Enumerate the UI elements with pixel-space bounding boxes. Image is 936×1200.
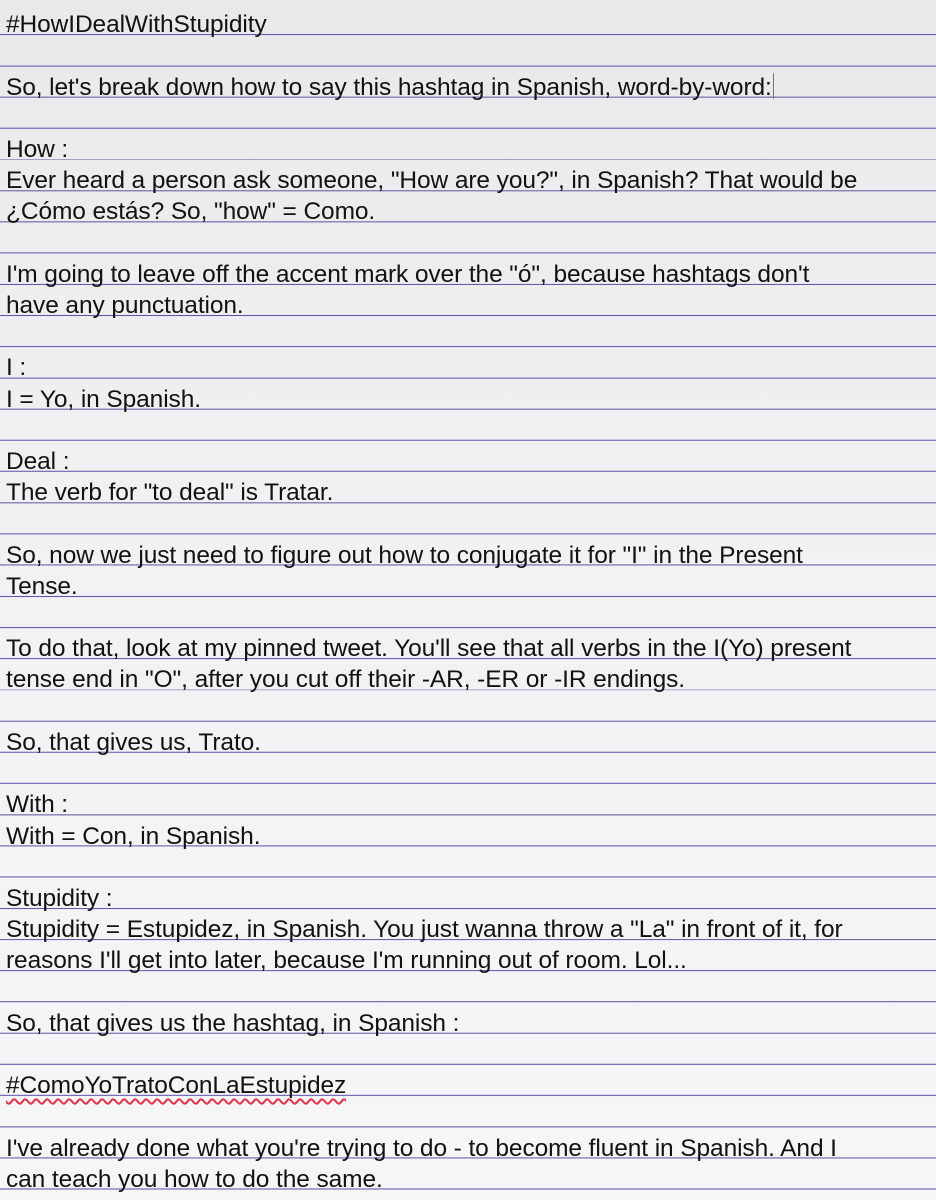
text-line-how-2: ¿Cómo estás? So, "how" = Como. <box>6 198 376 225</box>
text-line-spanish-hashtag <box>6 1070 932 1101</box>
text-line-intro-text: So, let's break down how to say this hashtag in Spanish, word-by-word: <box>6 74 772 101</box>
heading-i: I : <box>6 354 27 381</box>
text-cursor <box>773 73 774 99</box>
text-line-conjugate-1: So, now we just need to figure out how to conjugate it for "I" in the Present <box>6 542 803 569</box>
text-line-hashtag-title: #HowIDealWithStupidity <box>6 11 267 38</box>
text-line-i: I = Yo, in Spanish. <box>6 386 201 413</box>
text-line-stupidity-2: reasons I'll get into later, because I'm running out of room. Lol... <box>6 947 687 974</box>
text-line-closing-2: can teach you how to do the same. <box>6 1166 383 1193</box>
text-line-intro[interactable] <box>6 72 932 103</box>
heading-how: How : <box>6 136 69 163</box>
heading-stupidity: Stupidity : <box>6 885 113 912</box>
spellcheck-underlined-word[interactable]: #ComoYoTratoConLaEstupidez <box>6 1072 347 1099</box>
text-line-pinned-1: To do that, look at my pinned tweet. You'll see that all verbs in the I(Yo) present <box>6 635 852 662</box>
text-line-trato: So, that gives us, Trato. <box>6 729 261 756</box>
text-line-stupidity-1: Stupidity = Estupidez, in Spanish. You just wanna throw a "La" in front of it, for <box>6 916 843 943</box>
text-line-hashtag-intro: So, that gives us the hashtag, in Spanish : <box>6 1010 460 1037</box>
text-line-conjugate-2: Tense. <box>6 573 78 600</box>
text-line-closing-1: I've already done what you're trying to do - to become fluent in Spanish. And I <box>6 1135 837 1162</box>
text-line-with: With = Con, in Spanish. <box>6 823 261 850</box>
heading-deal: Deal : <box>6 448 70 475</box>
text-line-accent-2: have any punctuation. <box>6 292 244 319</box>
heading-with: With : <box>6 791 69 818</box>
text-line-accent-1: I'm going to leave off the accent mark over the "ó", because hashtags don't <box>6 261 810 288</box>
text-line-deal: The verb for "to deal" is Tratar. <box>6 479 334 506</box>
text-line-pinned-2: tense end in "O", after you cut off their -AR, -ER or -IR endings. <box>6 666 685 693</box>
text-line-how-1: Ever heard a person ask someone, "How are you?", in Spanish? That would be <box>6 167 858 194</box>
